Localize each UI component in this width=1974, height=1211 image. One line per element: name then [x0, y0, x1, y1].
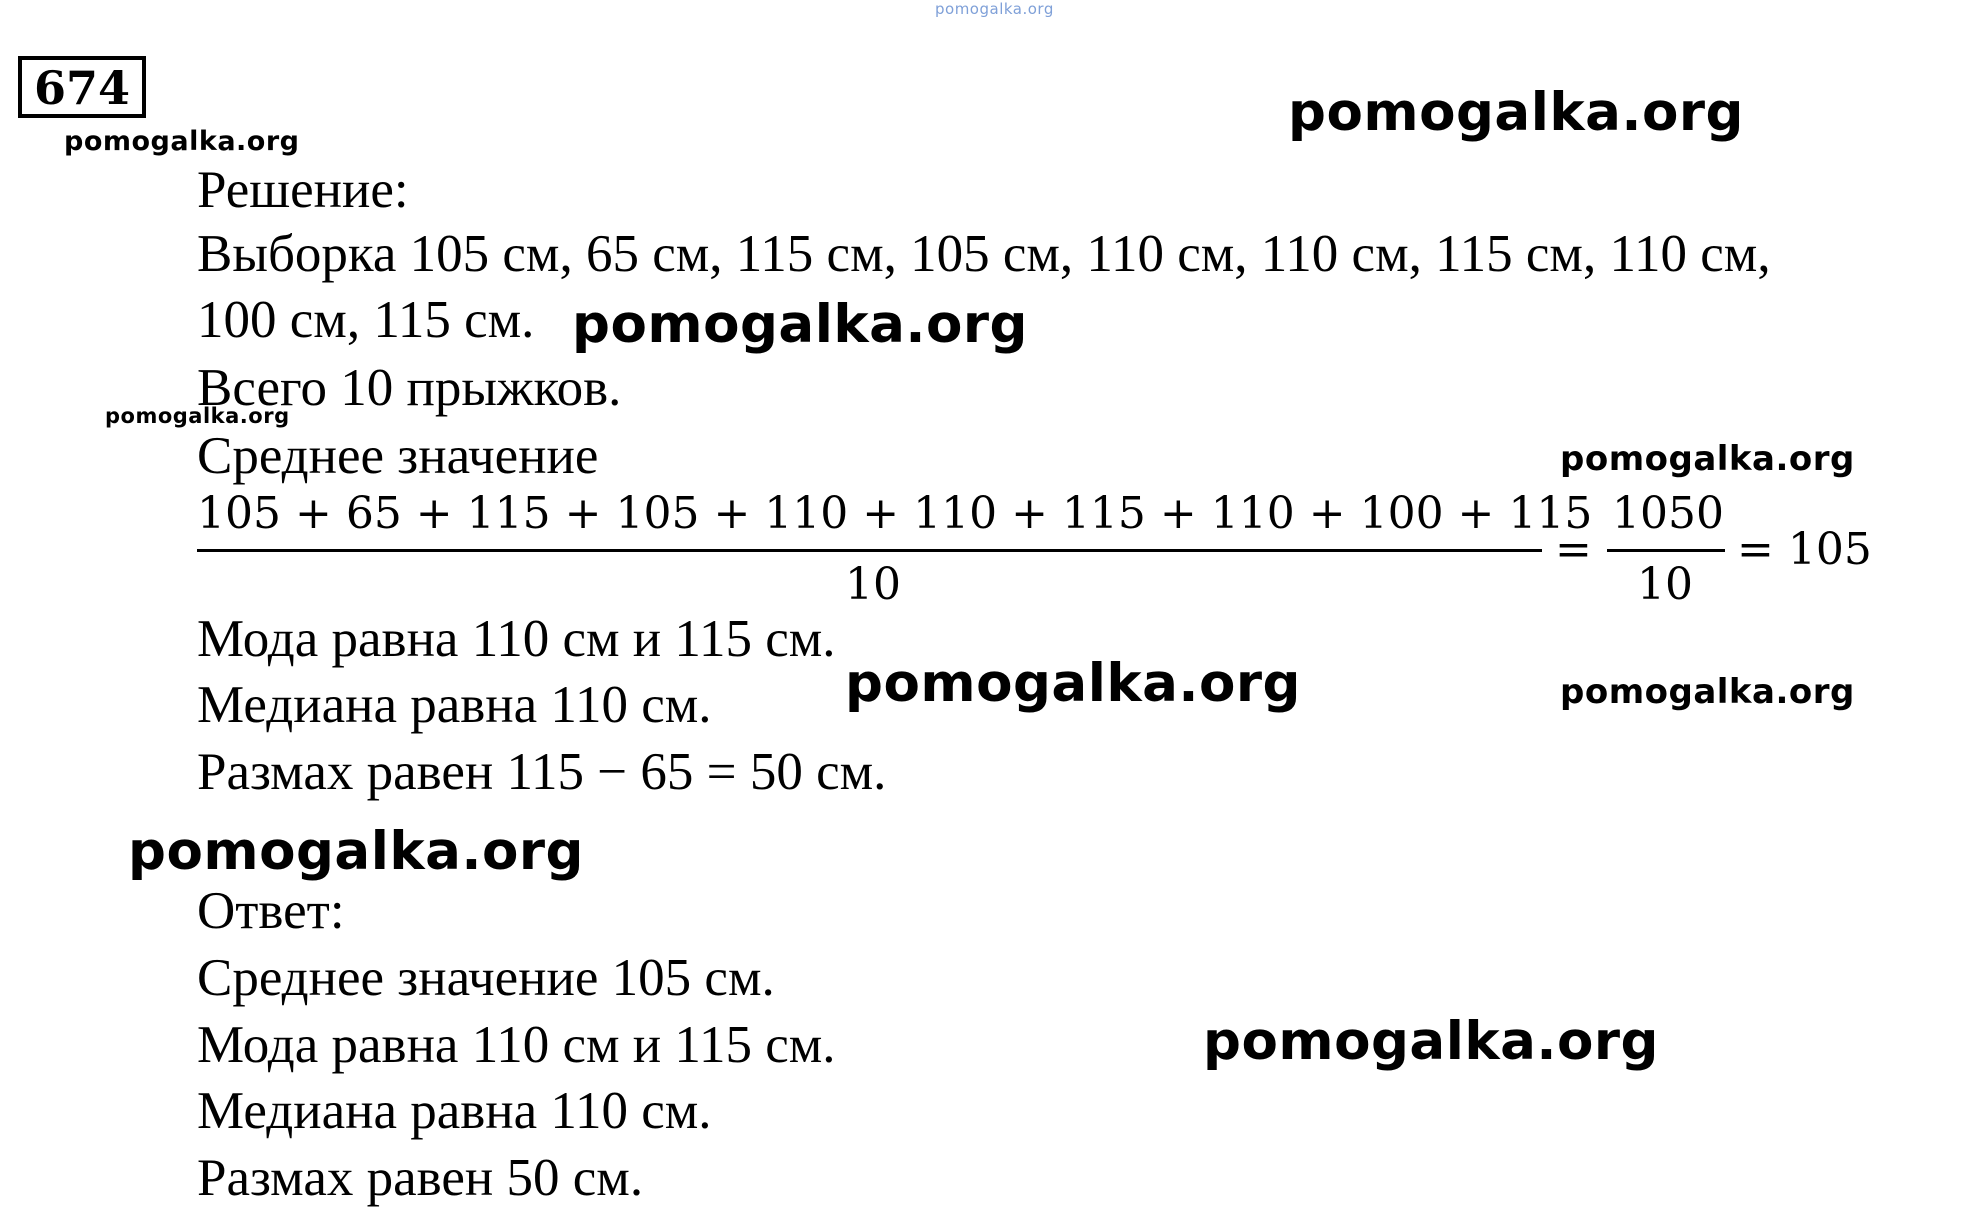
mean-numerator: 105 + 65 + 115 + 105 + 110 + 110 + 115 + 110 + 100 + 115 — [197, 488, 1593, 539]
sum-numerator: 1050 — [1612, 488, 1724, 539]
watermark-top-tiny: pomogalka.org — [935, 0, 1054, 18]
watermark-left-large: pomogalka.org — [128, 821, 584, 882]
sample-line-1: Выборка 105 см, 65 см, 115 см, 105 см, 110 см, 110 см, 115 см, 110 см, — [197, 225, 1771, 283]
sum-fraction-bar — [1607, 549, 1725, 552]
sample-line-2: 100 см, 115 см. — [197, 291, 535, 349]
solution-mode: Мода равна 110 см и 115 см. — [197, 610, 836, 668]
jump-count: Всего 10 прыжков. — [197, 359, 622, 417]
answer-median: Медиана равна 110 см. — [197, 1082, 712, 1140]
mean-result: = 105 — [1737, 524, 1872, 575]
watermark-center-mid: pomogalka.org — [845, 653, 1301, 714]
mean-label: Среднее значение — [197, 427, 599, 485]
answer-heading: Ответ: — [197, 882, 345, 940]
equals-sign: = — [1555, 524, 1592, 575]
watermark-after-sample: pomogalka.org — [572, 294, 1028, 355]
watermark-right-small-2: pomogalka.org — [1560, 672, 1855, 712]
watermark-answer-right: pomogalka.org — [1203, 1011, 1659, 1072]
watermark-under-number: pomogalka.org — [64, 126, 300, 157]
solution-median: Медиана равна 110 см. — [197, 676, 712, 734]
watermark-header-right: pomogalka.org — [1288, 82, 1744, 143]
solution-range: Размах равен 115 − 65 = 50 см. — [197, 743, 887, 801]
mean-fraction-bar — [197, 549, 1542, 552]
problem-number: 674 — [18, 56, 146, 118]
watermark-left-small: pomogalka.org — [105, 404, 290, 428]
solution-heading: Решение: — [197, 161, 409, 219]
watermark-right-small-1: pomogalka.org — [1560, 439, 1855, 479]
answer-mean: Среднее значение 105 см. — [197, 949, 775, 1007]
answer-range: Размах равен 50 см. — [197, 1149, 644, 1207]
answer-mode: Мода равна 110 см и 115 см. — [197, 1016, 836, 1074]
sum-denominator: 10 — [1637, 559, 1693, 610]
mean-denominator: 10 — [845, 559, 901, 610]
